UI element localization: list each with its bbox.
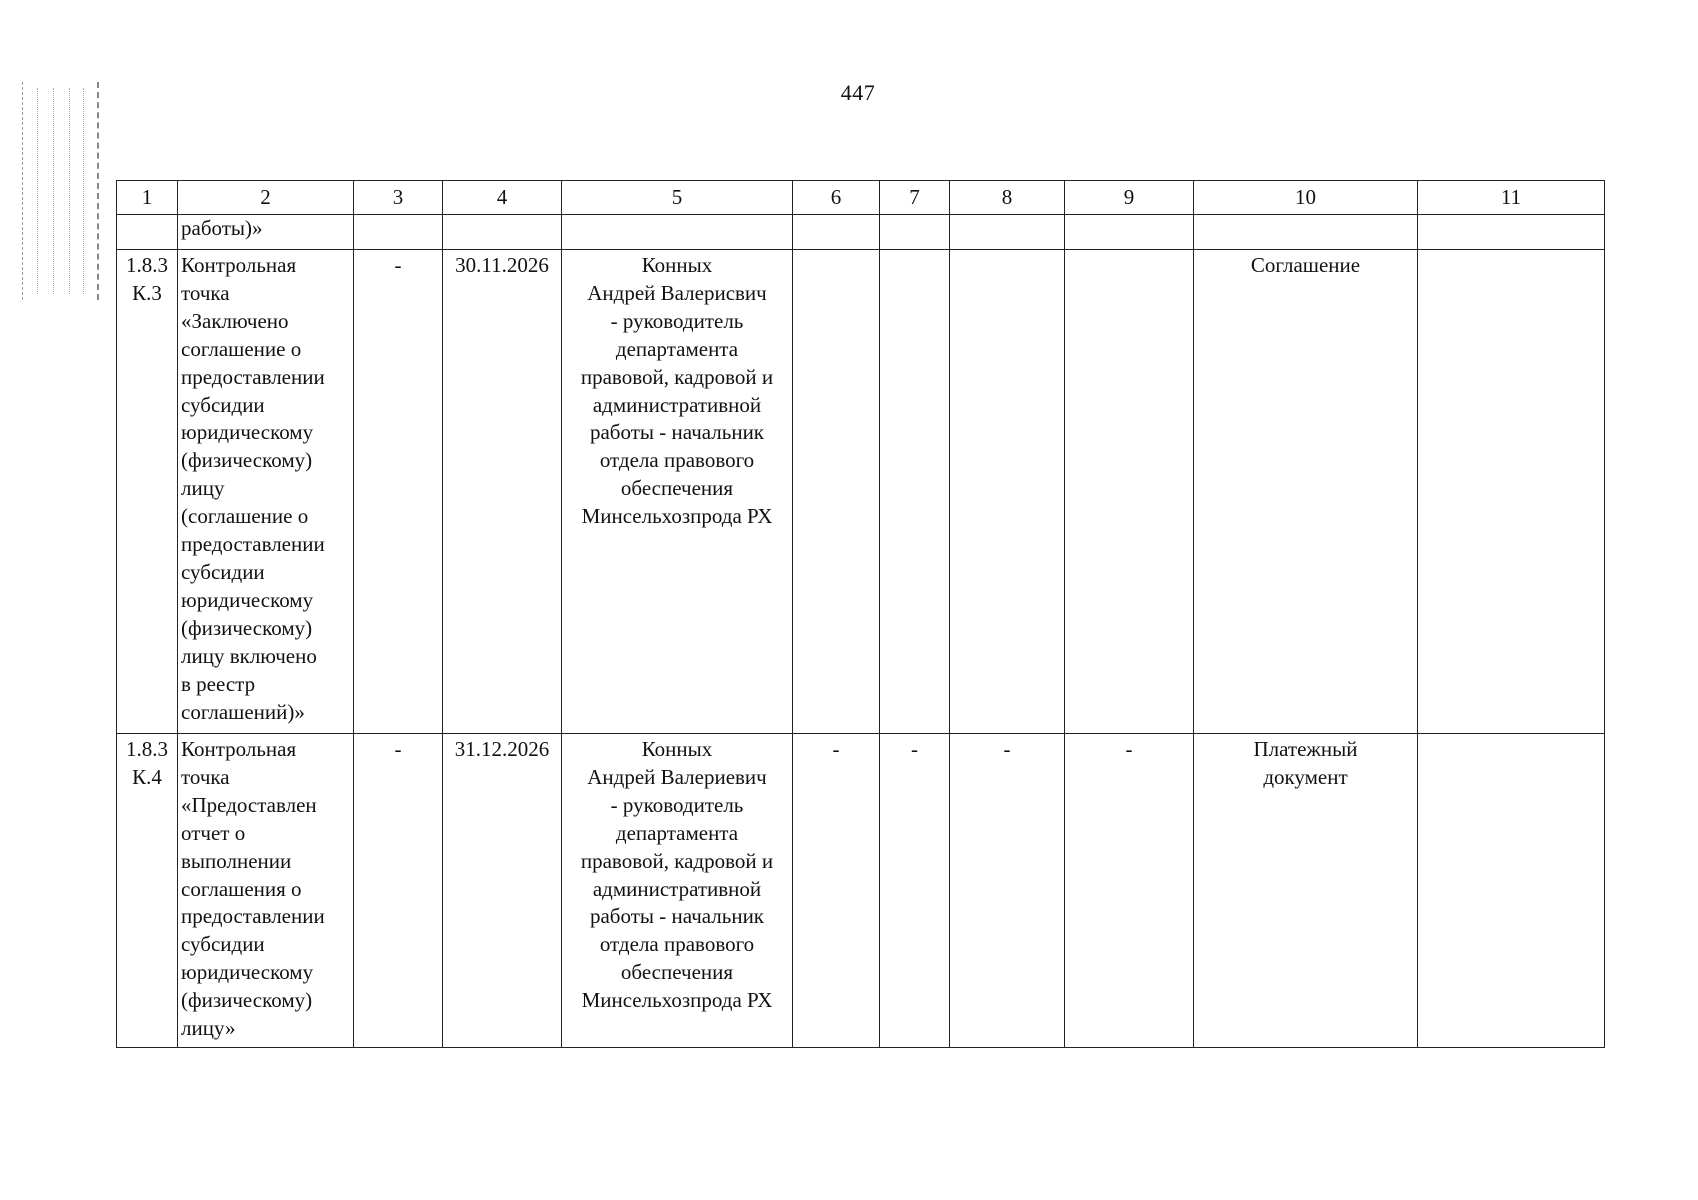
- table-cell-col7: [880, 250, 950, 734]
- header-cell: 8: [950, 181, 1065, 215]
- cell-text-line: - руководитель: [610, 792, 744, 817]
- header-cell: 7: [880, 181, 950, 215]
- cell-text-line: (физическому): [181, 448, 313, 473]
- cell-text-line: Конных: [641, 737, 713, 761]
- header-cell: 11: [1418, 181, 1605, 215]
- cell-text-line: отчет о: [181, 820, 246, 845]
- cell-text-line: работы - начальник: [589, 420, 765, 445]
- table-cell-col1: [117, 734, 178, 1048]
- cell-text-line: 1.8.3: [126, 737, 168, 761]
- table-header-row: [117, 181, 1605, 215]
- stamp-line: [37, 88, 39, 294]
- cell-text-line: субсидии: [181, 559, 265, 584]
- table-cell: [562, 215, 793, 250]
- cell-text-line: Андрей Валерисвич: [587, 280, 767, 305]
- cell-text-line: «Предоставлен: [181, 792, 317, 817]
- cell-text-line: лицу: [181, 476, 225, 501]
- cell-text-line: - руководитель: [610, 308, 744, 333]
- cell-text-line: субсидии: [181, 932, 265, 957]
- table-cell-col3: -: [354, 734, 443, 1048]
- table-cell-col4: 31.12.2026: [443, 734, 562, 1048]
- table-cell-col5: [562, 734, 793, 1048]
- header-cell: 9: [1065, 181, 1194, 215]
- cell-text-line: предоставлении: [181, 532, 325, 557]
- cell-text-line: субсидии: [181, 392, 265, 417]
- table-cell: [793, 215, 880, 250]
- table-cell: [880, 215, 950, 250]
- table-cell-col7: -: [880, 734, 950, 1048]
- table-cell: [1194, 215, 1418, 250]
- table-cell-col9: -: [1065, 734, 1194, 1048]
- cell-text-line: соглашений)»: [181, 699, 305, 724]
- table-cell: [1065, 215, 1194, 250]
- cell-text-line: отдела правового: [599, 932, 755, 957]
- table-cell-col5: [562, 250, 793, 734]
- table-row: [117, 250, 1605, 734]
- table-cell-col3: -: [354, 250, 443, 734]
- header-cell: 1: [117, 181, 178, 215]
- table-cell-col11: [1418, 734, 1605, 1048]
- header-cell: 3: [354, 181, 443, 215]
- cell-text-line: точка: [181, 764, 230, 789]
- cell-text-line: К.4: [132, 764, 162, 789]
- cell-text-line: департамента: [615, 336, 739, 361]
- cell-text-line: Соглашение: [1250, 253, 1361, 277]
- table-cell-col11: [1418, 250, 1605, 734]
- table-cell: [117, 215, 178, 250]
- header-cell: 10: [1194, 181, 1418, 215]
- stamp-line: [83, 88, 85, 294]
- cell-text-line: «Заключено: [181, 308, 289, 333]
- table-cell-col4: 30.11.2026: [443, 250, 562, 734]
- table-row: [117, 734, 1605, 1048]
- cell-text-line: юридическому: [181, 587, 314, 612]
- cell-text-line: соглашение о: [181, 336, 302, 361]
- cell-text-line: Конных: [641, 253, 713, 277]
- cell-text-line: Платежный: [1253, 737, 1358, 761]
- cell-text-line: правовой, кадровой и: [580, 364, 774, 389]
- cell-text-line: 1.8.3: [126, 253, 168, 277]
- table-cell-col8: [950, 250, 1065, 734]
- cell-text-line: правовой, кадровой и: [580, 848, 774, 873]
- table-cell-col6: [793, 250, 880, 734]
- table-cell: [950, 215, 1065, 250]
- table-cell: работы)»: [178, 215, 354, 250]
- cell-text-line: (физическому): [181, 615, 313, 640]
- table-cell-col2: [178, 250, 354, 734]
- cell-text-line: Контрольная: [181, 737, 297, 761]
- table-cell-col1: [117, 250, 178, 734]
- table-cell: [354, 215, 443, 250]
- cell-text-line: предоставлении: [181, 364, 325, 389]
- table-cell: [1418, 215, 1605, 250]
- table-cell-col10: [1194, 250, 1418, 734]
- cell-text-line: административной: [592, 392, 762, 417]
- cell-text-line: обеспечения: [620, 476, 734, 501]
- cell-text-line: Минсельхозпрода РХ: [581, 504, 773, 529]
- cell-text-line: соглашения о: [181, 876, 302, 901]
- plan-table: [116, 180, 1605, 1048]
- cell-text-line: предоставлении: [181, 904, 325, 929]
- cell-text-line: департамента: [615, 820, 739, 845]
- header-cell: 2: [178, 181, 354, 215]
- table-cell-col9: [1065, 250, 1194, 734]
- header-cell: 6: [793, 181, 880, 215]
- cell-text-line: юридическому: [181, 420, 314, 445]
- cell-text-line: лицу»: [181, 1016, 236, 1041]
- cell-text-line: Минсельхозпрода РХ: [581, 988, 773, 1013]
- registration-stamp: [22, 82, 99, 300]
- cell-text-line: отдела правового: [599, 448, 755, 473]
- cell-text-line: Контрольная: [181, 253, 297, 277]
- table-cell-col8: -: [950, 734, 1065, 1048]
- cell-text-line: обеспечения: [620, 960, 734, 985]
- table-cell-col2: [178, 734, 354, 1048]
- table-body: [117, 250, 1605, 1048]
- cell-text-line: (физическому): [181, 988, 313, 1013]
- cell-text-line: в реестр: [181, 671, 256, 696]
- table-cell-col6: -: [793, 734, 880, 1048]
- cell-text-line: документ: [1263, 764, 1348, 789]
- header-cell: 5: [562, 181, 793, 215]
- stamp-line: [53, 88, 55, 294]
- header-cell: 4: [443, 181, 562, 215]
- cell-text-line: (соглашение о: [181, 504, 309, 529]
- continuation-row: [117, 215, 1605, 250]
- cell-text-line: Андрей Валериевич: [587, 764, 767, 789]
- cell-text-line: точка: [181, 280, 230, 305]
- cell-text-line: административной: [592, 876, 762, 901]
- cell-text-line: юридическому: [181, 960, 314, 985]
- cell-text-line: работы - начальник: [589, 904, 765, 929]
- cell-text-line: К.3: [132, 280, 162, 305]
- table-cell-col10: [1194, 734, 1418, 1048]
- cell-text-line: выполнении: [181, 848, 292, 873]
- page-number: 447: [840, 80, 876, 105]
- cell-text-line: лицу включено: [181, 643, 317, 668]
- table-cell: [443, 215, 562, 250]
- stamp-line: [69, 88, 71, 294]
